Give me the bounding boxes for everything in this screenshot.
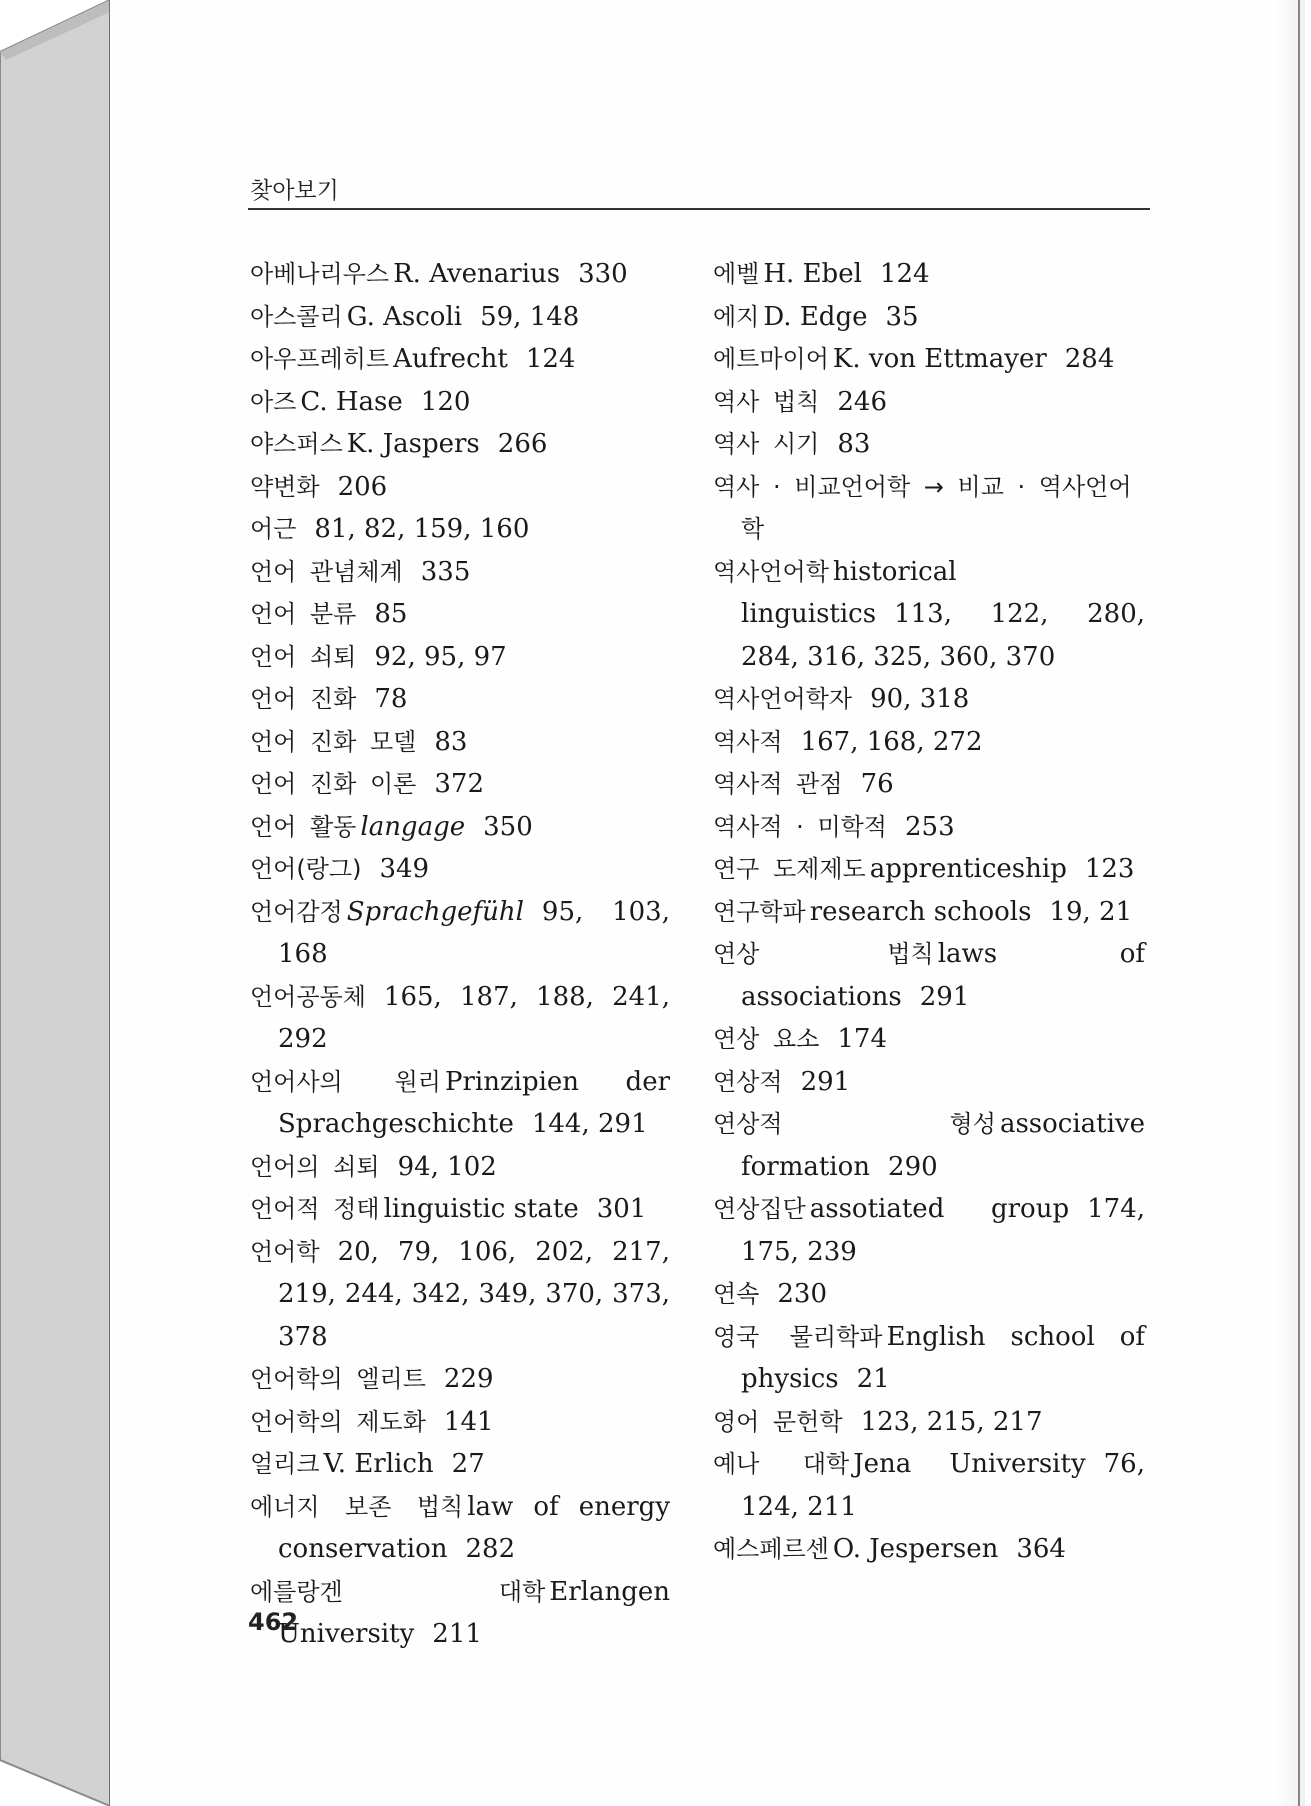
index-page-refs: 59, 148 — [480, 301, 580, 332]
index-term-korean: 아우프레히트 — [250, 345, 390, 373]
index-term-korean: 야스퍼스 — [250, 430, 343, 458]
index-entry — [250, 1146, 670, 1189]
index-term-foreign: K. von Ettmayer — [832, 344, 1047, 374]
index-term-korean: 언어 활동 — [250, 812, 357, 841]
index-term-foreign: apprenticeship — [869, 854, 1067, 884]
index-entry — [713, 763, 1145, 806]
index-term-korean: 아즈 — [250, 387, 297, 416]
index-entry — [250, 848, 670, 891]
index-page-refs: 284 — [1064, 344, 1115, 374]
index-term-foreign: research schools — [809, 896, 1032, 927]
index-term-foreign: D. Edge — [763, 301, 868, 332]
index-page-refs: 349 — [379, 854, 430, 884]
index-term-foreign: G. Ascoli — [346, 301, 463, 332]
index-page-refs: 141 — [443, 1406, 494, 1437]
index-column-right — [713, 253, 1145, 1571]
running-header: 찾아보기 — [250, 178, 339, 204]
index-entry — [713, 466, 1145, 551]
index-page-refs: 330 — [578, 259, 628, 289]
index-term-korean: 언어감정 — [250, 897, 343, 926]
index-term-korean: 연구 도제제도 — [713, 855, 866, 883]
index-entry — [713, 381, 1145, 424]
index-entry — [250, 1358, 670, 1401]
index-entry — [250, 1188, 670, 1231]
index-term-foreign: Sprachgefühl — [346, 896, 524, 927]
index-entry — [250, 423, 670, 466]
index-entry — [250, 1401, 670, 1444]
index-page-refs: 94, 102 — [397, 1151, 497, 1182]
index-entry — [250, 636, 670, 679]
index-term-korean: 연상적 — [713, 1067, 783, 1096]
index-term-korean: 어근 — [250, 515, 297, 543]
index-term-korean: 역사적 관점 — [713, 770, 843, 798]
index-term-korean: 역사언어학자 — [713, 685, 853, 713]
index-page-refs: 335 — [420, 556, 471, 587]
index-page-refs: 21 — [856, 1364, 890, 1394]
index-page-refs: 290 — [888, 1151, 938, 1182]
index-term-korean: 예나 대학 — [713, 1450, 850, 1478]
index-term-korean: 언어 분류 — [250, 600, 357, 628]
index-entry — [713, 1401, 1145, 1444]
index-term-foreign: Aufrecht — [393, 344, 508, 374]
index-term-foreign: law of energy conservation — [278, 1491, 671, 1564]
index-entry — [250, 551, 670, 594]
index-term-foreign: V. Erlich — [323, 1449, 434, 1479]
index-page-refs: 229 — [443, 1364, 494, 1394]
index-entry — [250, 721, 670, 764]
index-term-foreign: C. Hase — [300, 386, 403, 417]
index-entry — [713, 338, 1145, 381]
index-term-korean: 예스페르센 — [713, 1535, 829, 1563]
index-term-korean: 연상적 형성 — [713, 1110, 996, 1138]
index-page-refs: 124 — [525, 344, 576, 374]
index-entry — [250, 508, 670, 551]
index-entry — [713, 848, 1145, 891]
index-term-korean: 역사 · 비교언어학 → 비교 · 역사언어학 — [713, 472, 1132, 543]
index-entry — [250, 1061, 670, 1146]
index-page-refs: 35 — [885, 301, 919, 332]
index-term-foreign: English school of physics — [741, 1321, 1145, 1394]
index-term-korean: 에트마이어 — [713, 345, 829, 373]
index-term-korean: 언어 진화 이론 — [250, 770, 417, 798]
index-entry — [713, 551, 1145, 679]
index-page-refs: 83 — [837, 429, 871, 459]
book-edge-graphic — [0, 0, 112, 1806]
index-entry — [250, 891, 670, 976]
page-edge-shadow — [1275, 0, 1305, 1806]
index-term-korean: 언어공동체 — [250, 982, 366, 1011]
index-term-foreign: assotiated group — [809, 1194, 1070, 1224]
index-entry — [713, 891, 1145, 934]
index-page-refs: 253 — [905, 811, 955, 842]
index-page-refs: 301 — [596, 1194, 647, 1224]
page-number: 462 — [248, 1608, 299, 1636]
index-entry — [713, 1316, 1145, 1401]
header-rule — [248, 208, 1150, 210]
index-page-refs: 90, 318 — [870, 684, 970, 714]
index-page-refs: 95, 103, 168 — [278, 896, 670, 969]
index-term-foreign: Prinzipien der Sprachgeschichte — [278, 1066, 671, 1139]
index-page-refs: 364 — [1016, 1534, 1066, 1564]
book-spine — [0, 0, 112, 1806]
index-entry — [713, 1018, 1145, 1061]
index-entry — [713, 721, 1145, 764]
index-term-korean: 역사적 · 미학적 — [713, 812, 887, 841]
index-page-refs: 372 — [434, 769, 485, 799]
index-entry — [713, 423, 1145, 466]
index-page-refs: 81, 82, 159, 160 — [314, 514, 530, 544]
index-page-refs: 174 — [837, 1024, 888, 1054]
index-page-refs: 76 — [860, 769, 894, 799]
index-term-korean: 역사언어학 — [713, 557, 829, 586]
index-entry — [250, 296, 670, 339]
index-entry — [713, 1188, 1145, 1273]
index-entry — [250, 678, 670, 721]
index-term-korean: 언어(랑그) — [250, 855, 362, 883]
index-page-refs: 266 — [497, 429, 548, 459]
index-page-refs: 167, 168, 272 — [800, 726, 983, 757]
index-page-refs: 282 — [465, 1534, 516, 1564]
index-entry — [250, 1443, 670, 1486]
index-entry — [250, 1486, 670, 1571]
index-term-korean: 아베나리우스 — [250, 260, 390, 288]
index-term-foreign: Erlangen University — [278, 1576, 670, 1649]
index-term-korean: 에지 — [713, 302, 760, 331]
index-page-refs: 113, 122, 280, 284, 316, 325, 360, 370 — [741, 599, 1145, 672]
index-entry — [713, 678, 1145, 721]
index-entry — [713, 1528, 1145, 1571]
index-term-korean: 언어학의 엘리트 — [250, 1365, 426, 1393]
index-entry — [713, 296, 1145, 339]
index-term-korean: 연속 — [713, 1280, 760, 1308]
index-entry — [250, 976, 670, 1061]
index-term-foreign: laws of associations — [741, 939, 1145, 1012]
index-term-korean: 에너지 보존 법칙 — [250, 1492, 464, 1521]
index-page-refs: 19, 21 — [1049, 896, 1133, 927]
index-term-korean: 연상 요소 — [713, 1025, 820, 1053]
index-page-refs: 85 — [374, 599, 408, 629]
index-entry — [713, 1273, 1145, 1316]
index-page-refs: 78 — [374, 684, 408, 714]
index-page-refs: 165, 187, 188, 241, 292 — [278, 981, 670, 1054]
index-term-korean: 에벨 — [713, 260, 760, 288]
index-term-korean: 언어학 — [250, 1237, 320, 1266]
index-page-refs: 144, 291 — [531, 1109, 648, 1139]
index-term-korean: 약변화 — [250, 472, 320, 501]
index-term-korean: 연상집단 — [713, 1195, 806, 1223]
index-term-korean: 영국 물리학파 — [713, 1322, 883, 1351]
index-column-left — [250, 253, 670, 1656]
index-term-korean: 연구학파 — [713, 897, 806, 926]
index-term-korean: 얼리크 — [250, 1450, 320, 1478]
index-entry — [250, 806, 670, 849]
index-term-korean: 역사 시기 — [713, 430, 820, 458]
index-term-korean: 언어적 정태 — [250, 1195, 380, 1223]
index-term-korean: 역사적 — [713, 727, 783, 756]
index-entry — [250, 1231, 670, 1359]
index-term-korean: 에를랑겐 대학 — [250, 1577, 546, 1606]
index-entry — [250, 593, 670, 636]
index-term-korean: 언어사의 원리 — [250, 1067, 441, 1096]
index-term-foreign: Jena University — [853, 1449, 1086, 1479]
index-page-refs: 124 — [879, 259, 930, 289]
index-page-refs: 123, 215, 217 — [860, 1406, 1043, 1437]
index-entry — [250, 763, 670, 806]
index-page-refs: 291 — [919, 981, 970, 1012]
index-page-refs: 211 — [432, 1619, 482, 1649]
index-term-foreign: H. Ebel — [763, 259, 862, 289]
index-entry — [713, 933, 1145, 1018]
index-page-refs: 27 — [451, 1449, 485, 1479]
index-page-refs: 230 — [777, 1279, 828, 1309]
index-page-refs: 92, 95, 97 — [374, 641, 507, 672]
index-term-korean: 언어의 쇠퇴 — [250, 1152, 380, 1181]
index-page-refs: 246 — [837, 386, 888, 417]
index-entry — [713, 1061, 1145, 1104]
index-term-foreign: linguistic state — [383, 1194, 579, 1224]
index-page-refs: 291 — [800, 1066, 851, 1097]
index-entry — [250, 381, 670, 424]
index-entry — [713, 253, 1145, 296]
index-entry — [713, 1103, 1145, 1188]
index-term-foreign: associative formation — [741, 1109, 1145, 1182]
index-page-refs: 206 — [337, 471, 388, 502]
index-entry — [250, 1571, 670, 1656]
index-term-foreign: R. Avenarius — [393, 259, 561, 289]
index-page-refs: 123 — [1084, 854, 1135, 884]
index-page-refs: 120 — [420, 386, 471, 417]
index-term-korean: 역사 법칙 — [713, 387, 820, 416]
index-term-korean: 언어 관념체계 — [250, 557, 403, 586]
index-term-korean: 언어 쇠퇴 — [250, 642, 357, 671]
index-term-foreign: langage — [360, 811, 466, 842]
index-page-refs: 174, 175, 239 — [741, 1194, 1145, 1267]
index-page-refs: 20, 79, 106, 202, 217, 219, 244, 342, 349, 370, 373, 378 — [278, 1236, 670, 1352]
index-entry — [713, 1443, 1145, 1528]
index-term-foreign: historical linguistics — [741, 556, 957, 629]
index-term-foreign: K. Jaspers — [346, 429, 480, 459]
index-entry — [250, 466, 670, 509]
index-term-korean: 언어 진화 모델 — [250, 727, 417, 756]
index-term-korean: 연상 법칙 — [713, 940, 934, 968]
index-entry — [250, 338, 670, 381]
index-term-korean: 아스콜리 — [250, 302, 343, 331]
index-term-foreign: O. Jespersen — [832, 1534, 999, 1564]
index-term-korean: 영어 문헌학 — [713, 1407, 843, 1436]
index-entry — [713, 806, 1145, 849]
index-entry — [250, 253, 670, 296]
index-page-refs: 76, 124, 211 — [741, 1449, 1145, 1522]
index-term-korean: 언어 진화 — [250, 685, 357, 713]
index-page-refs: 350 — [483, 811, 533, 842]
index-page-refs: 83 — [434, 726, 468, 757]
index-term-korean: 언어학의 제도화 — [250, 1407, 426, 1436]
